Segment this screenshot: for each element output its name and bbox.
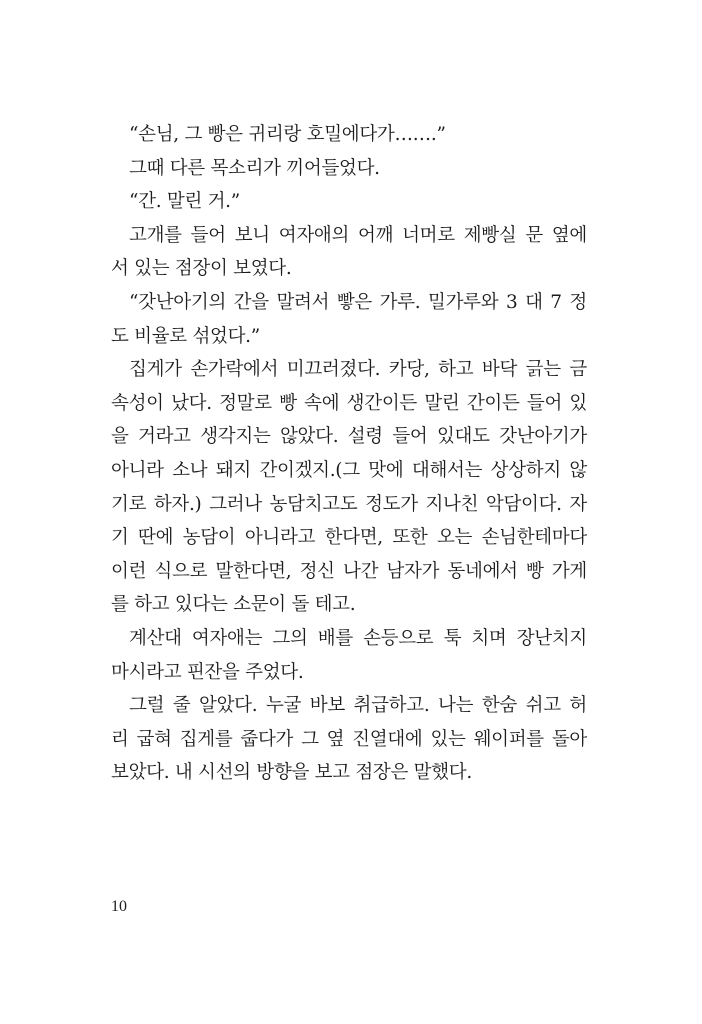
text-line: 기 딴에 농담이 아니라고 한다면, 또한 오는 손님한테마다	[111, 527, 587, 549]
text-line: 이런 식으로 말한다면, 정신 나간 남자가 동네에서 빵 가게	[111, 560, 587, 582]
text-line: 그럴 줄 알았다. 누굴 바보 취급하고. 나는 한숨 쉬고 허	[129, 695, 587, 717]
body-text	[111, 118, 587, 790]
text-line: “손님, 그 빵은 귀리랑 호밀에다가…….”	[129, 124, 446, 145]
text-line: 도 비율로 섞었다.”	[111, 325, 260, 347]
text-line: 기로 하자.) 그러나 농담치고도 정도가 지나친 악담이다. 자	[111, 493, 587, 515]
text-line: 아니라 소나 돼지 간이겠지.(그 맛에 대해서는 상상하지 않	[111, 459, 587, 481]
text-line: “갓난아기의 간을 말려서 빻은 가루. 밀가루와 3 대 7 정	[129, 291, 587, 313]
text-line: 속성이 났다. 정말로 빵 속에 생간이든 말린 간이든 들어 있	[111, 392, 587, 414]
text-line: “간. 말린 거.”	[129, 191, 240, 213]
text-line: 리 굽혀 집게를 줍다가 그 옆 진열대에 있는 웨이퍼를 돌아	[111, 728, 587, 750]
text-line: 그때 다른 목소리가 끼어들었다.	[129, 157, 380, 179]
text-line: 를 하고 있다는 소문이 돌 테고.	[111, 594, 356, 616]
text-line: 마시라고 핀잔을 주었다.	[111, 661, 304, 683]
page-number: 10	[111, 898, 127, 915]
text-line: 계산대 여자애는 그의 배를 손등으로 툭 치며 장난치지	[129, 627, 587, 649]
text-line: 집게가 손가락에서 미끄러졌다. 카당, 하고 바닥 긁는 금	[129, 359, 587, 381]
text-line: 을 거라고 생각지는 않았다. 설령 들어 있대도 갓난아기가	[111, 426, 587, 448]
text-line: 고개를 들어 보니 여자애의 어깨 너머로 제빵실 문 옆에	[129, 224, 587, 246]
text-line: 서 있는 점장이 보였다.	[111, 258, 292, 280]
text-line: 보았다. 내 시선의 방향을 보고 점장은 말했다.	[111, 762, 472, 784]
